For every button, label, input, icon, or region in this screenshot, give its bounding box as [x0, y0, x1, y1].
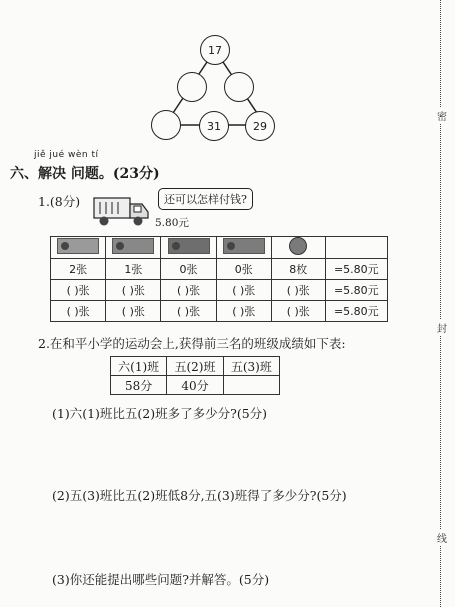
table-header: 六(1)班 [111, 357, 167, 376]
score-header-row [111, 357, 280, 376]
puzzle-circle-right-mid [224, 72, 254, 102]
table-cell: 0张 [216, 259, 271, 280]
speech-text: 还可以怎样付钱? [164, 193, 247, 206]
one-yuan-note-icon [168, 238, 210, 254]
table-header: 五(3)班 [223, 357, 279, 376]
puzzle-circle-bottom-mid [199, 111, 229, 141]
puzzle-circle-left-mid [177, 72, 207, 102]
puzzle-circle-top [200, 35, 230, 65]
table-header: 五(2)班 [167, 357, 223, 376]
puzzle-circle-bottom-right [245, 111, 275, 141]
table-cell: =5.80元 [325, 259, 387, 280]
money-table [50, 236, 388, 322]
five-yuan-note-icon [112, 238, 154, 254]
score-table [110, 356, 280, 395]
money-row-3 [51, 301, 388, 322]
five-jiao-note-icon [223, 238, 265, 254]
table-cell: =5.80元 [325, 280, 387, 301]
answer-cell[interactable]: ( )张 [161, 280, 216, 301]
answer-cell[interactable]: ( )张 [216, 280, 271, 301]
score-value-row [111, 376, 280, 395]
q2-sub2: (2)五(3)班比五(2)班低8分,五(3)班得了多少分?(5分) [52, 488, 347, 503]
section-pinyin: jiě jué wèn tí [34, 150, 99, 160]
margin-char-top: 密 [437, 108, 447, 123]
puzzle-bottom-mid-value: 31 [207, 119, 221, 133]
table-cell: 58分 [111, 376, 167, 395]
q2-sub3: (3)你还能提出哪些问题?并解答。(5分) [52, 572, 270, 587]
answer-cell[interactable] [223, 376, 279, 395]
binding-dotted-line [440, 0, 441, 607]
q1-label: 1.(8分) [38, 194, 81, 209]
puzzle-top-value: 17 [208, 43, 222, 57]
table-cell: 2张 [51, 259, 106, 280]
puzzle-bottom-right-value: 29 [253, 119, 267, 133]
answer-cell[interactable]: ( )张 [161, 301, 216, 322]
money-icon-row [51, 237, 388, 259]
answer-cell[interactable]: ( )张 [271, 301, 325, 322]
table-cell: 1张 [106, 259, 161, 280]
q2-sub1: (1)六(1)班比五(2)班多了多少分?(5分) [52, 406, 268, 421]
truck-icon [92, 194, 152, 232]
speech-bubble [158, 188, 253, 210]
money-row-2 [51, 280, 388, 301]
margin-char-bottom: 线 [437, 530, 447, 545]
answer-cell[interactable]: ( )张 [51, 301, 106, 322]
table-cell: 0张 [161, 259, 216, 280]
puzzle-circle-bottom-left [151, 110, 181, 140]
table-cell: =5.80元 [325, 301, 387, 322]
table-cell: 8枚 [271, 259, 325, 280]
answer-cell[interactable]: ( )张 [106, 301, 161, 322]
price-label: 5.80元 [155, 217, 189, 229]
answer-cell[interactable]: ( )张 [51, 280, 106, 301]
one-jiao-coin-icon [289, 237, 307, 255]
section-title: 六、解决 问题。(23分) [10, 166, 160, 182]
margin-char-mid: 封 [437, 320, 447, 335]
answer-cell[interactable]: ( )张 [216, 301, 271, 322]
ten-yuan-note-icon [57, 238, 99, 254]
answer-cell[interactable]: ( )张 [271, 280, 325, 301]
q2-intro: 2.在和平小学的运动会上,获得前三名的班级成绩如下表: [38, 336, 346, 351]
money-row-1 [51, 259, 388, 280]
table-cell: 40分 [167, 376, 223, 395]
answer-cell[interactable]: ( )张 [106, 280, 161, 301]
